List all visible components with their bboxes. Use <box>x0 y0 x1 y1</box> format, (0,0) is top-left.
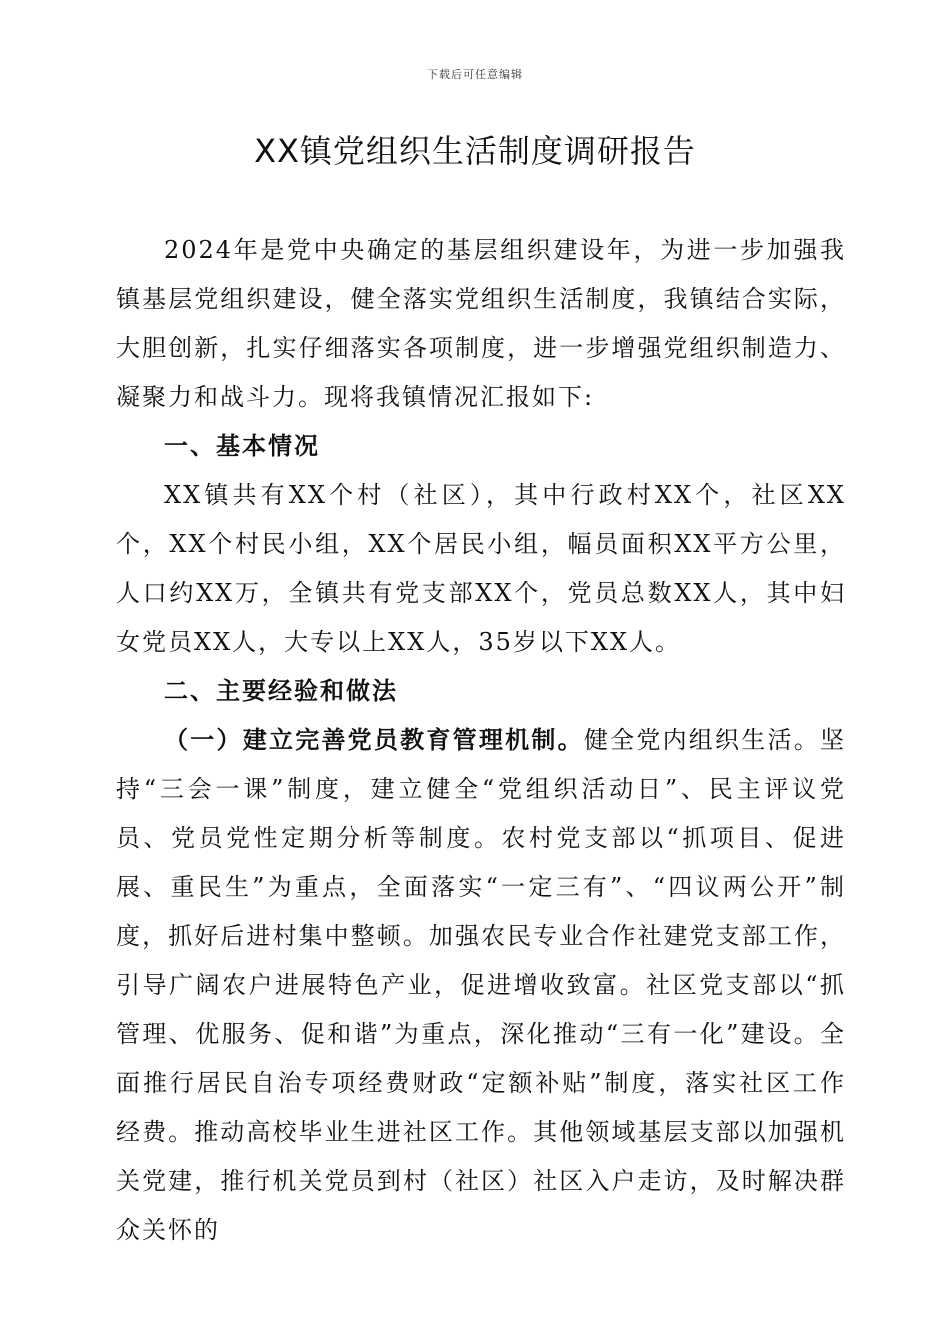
subsection-paragraph <box>116 716 846 1255</box>
intro-paragraph: 2024年是党中央确定的基层组织建设年，为进一步加强我镇基层党组织建设，健全落实党组织生活制度，我镇结合实际，大胆创新，扎实仔细落实各项制度，进一步增强党组织制造力、凝聚力和战斗力。现将我镇情况汇报如下: <box>116 236 846 411</box>
subsection-text: 健全党内组织生活。坚持“三会一课”制度，建立健全“党组织活动日”、民主评议党员、党员党性定期分析等制度。农村党支部以“抓项目、促进展、重民生”为重点，全面落实“一定三有”、“四议两公开”制度，抓好后进村集中整顿。加强农民专业合作社建党支部工作，引导广阔农户进展特色产业，促进增收致富。社区党支部以“抓管理、优服务、促和谐”为重点，深化推动“三有一化”建设。全面推行居民自治专项经费财政“定额补贴”制度，落实社区工作经费。推动高校毕业生进社区工作。其他领域基层支部以加强机关党建，推行机关党员到村（社区）社区入户走访，及时解决群众关怀的 <box>116 726 847 1244</box>
subsection-lead: （一）建立完善党员教育管理机制。 <box>164 726 584 754</box>
document-title: XX镇党组织生活制度调研报告 <box>254 132 696 170</box>
header-note: 下载后可任意编辑 <box>427 68 523 81</box>
basic-situation-paragraph: XX镇共有XX个村（社区），其中行政村XX个，社区XX个，XX个村民小组，XX个居民小组，幅员面积XX平方公里，人口约XX万，全镇共有党支部XX个，党员总数XX人，其中妇女党员XX人，大专以上XX人，35岁以下XX人。 <box>116 481 846 656</box>
section-heading-main-experience: 二、主要经验和做法 <box>164 677 398 705</box>
document-body <box>116 226 846 1255</box>
section-heading-basic-situation: 一、基本情况 <box>164 432 320 460</box>
